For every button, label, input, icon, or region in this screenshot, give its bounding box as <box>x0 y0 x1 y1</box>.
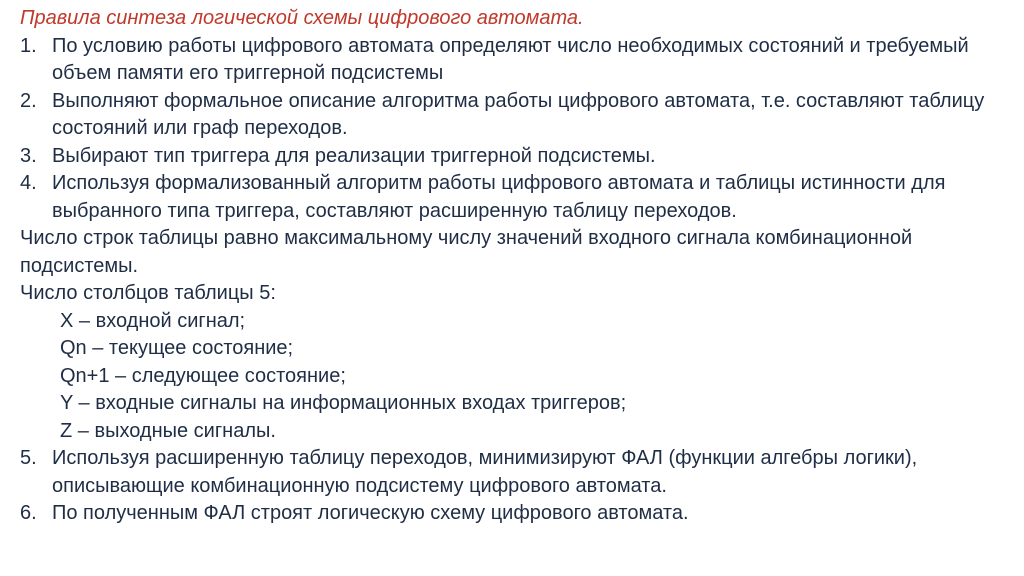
column-item-x: X – входной сигнал; <box>60 309 246 332</box>
list-item-step-6 <box>20 500 1004 528</box>
step-number: 4. <box>20 172 37 194</box>
column-item-z: Z – выходные сигналы. <box>60 419 276 442</box>
step-number: 2. <box>20 89 37 112</box>
step-number: 3. <box>20 144 37 167</box>
step-text: Выбирают тип триггера для реализации триггерной подсистемы. <box>52 144 656 167</box>
list-item-step-2 <box>20 88 1004 143</box>
slide-title: Правила синтеза логической схемы цифрового автомата. <box>20 7 584 29</box>
list-item-step-3 <box>20 143 1004 171</box>
column-item-qn1: Qn+1 – следующее состояние; <box>60 364 346 387</box>
step-number: 5. <box>20 447 37 469</box>
step-text: По условию работы цифрового автомата определяют число необходимых состояний и требуемый объем памяти его триггерной подсистемы <box>52 34 969 84</box>
column-item-qn: Qn – текущее состояние; <box>60 337 294 359</box>
step-text: Выполняют формальное описание алгоритма работы цифрового автомата, т.е. составляют таблицу состояний или граф переходов. <box>52 89 985 139</box>
column-list <box>20 308 1004 446</box>
note-table-rows: Число строк таблицы равно максимальному числу значений входного сигнала комбинационной подсистемы. <box>20 227 913 277</box>
list-item-step-4 <box>20 170 1004 225</box>
step-text: Используя формализованный алгоритм работы цифрового автомата и таблицы истинности для выбранного типа триггера, составляют расширенную таблицу переходов. <box>52 172 946 222</box>
step-text: По полученным ФАЛ строят логическую схему цифрового автомата. <box>52 502 689 524</box>
list-item-step-1 <box>20 33 1004 88</box>
column-item-y: Y – входные сигналы на информационных входах триггеров; <box>60 392 627 414</box>
note-table-columns: Число столбцов таблицы 5: <box>20 282 276 304</box>
step-number: 1. <box>20 34 37 57</box>
list-item-step-5 <box>20 445 1004 500</box>
step-number: 6. <box>20 502 37 524</box>
step-text: Используя расширенную таблицу переходов, минимизируют ФАЛ (функции алгебры логики), описывающие комбинационную подсистему цифрового автомата. <box>52 447 918 497</box>
